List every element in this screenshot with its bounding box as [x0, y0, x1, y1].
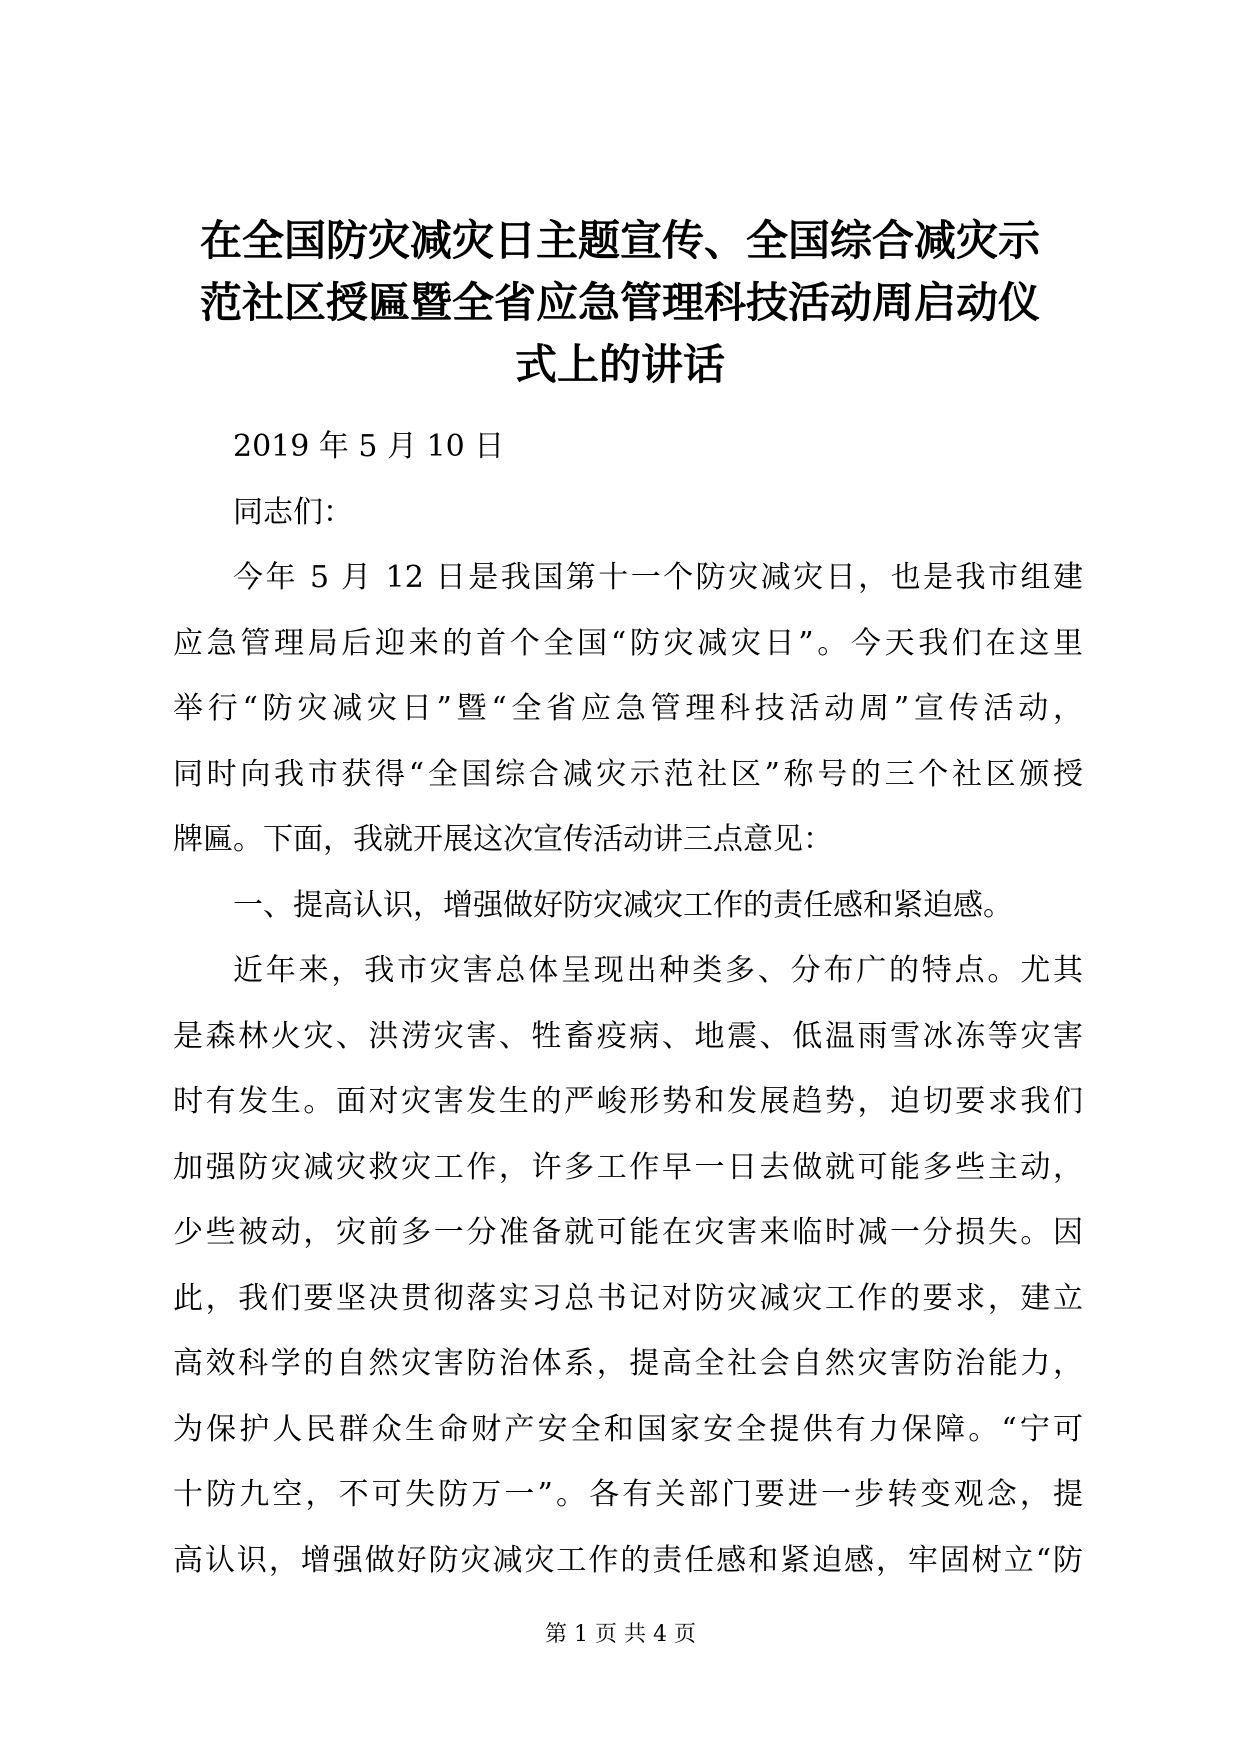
paragraph-intro [173, 545, 1083, 873]
text-line: 今年 5 月 12 日是我国第十一个防灾减灾日，也是我市组建 [233, 560, 1083, 595]
section-heading-1 [173, 873, 1083, 939]
text-line: 牌匾。下面，我就开展这次宣传活动讲三点意见： [173, 822, 833, 857]
text-line: 是森林火灾、洪涝灾害、牲畜疫病、地震、低温雨雪冰冻等灾害 [173, 1018, 1083, 1054]
document-title [150, 210, 1090, 396]
speech-date: 2019 年 5 月 10 日 [233, 429, 505, 464]
text-line: 此，我们要坚决贯彻落实习总书记对防灾减灾工作的要求，建立 [173, 1280, 1083, 1316]
text-line: 为保护人民群众生命财产安全和国家安全提供有力保障。“宁可 [173, 1411, 1083, 1447]
paragraph-section-1 [173, 938, 1083, 1593]
text-line: 加强防灾减灾救灾工作，许多工作早一日去做就可能多些主动， [173, 1149, 1083, 1185]
greeting: 同志们： [233, 494, 353, 530]
title-line: 式上的讲话 [514, 340, 725, 389]
text-line: 应急管理局后迎来的首个全国“防灾减灾日”。今天我们在这里 [173, 625, 1083, 661]
text-line: 高认识，增强做好防灾减灾工作的责任感和紧迫感，牢固树立“防 [173, 1542, 1083, 1578]
text-line: 高效科学的自然灾害防治体系，提高全社会自然灾害防治能力， [173, 1346, 1083, 1381]
text-line: 举行“防灾减灾日”暨“全省应急管理科技活动周”宣传活动， [173, 691, 1083, 726]
text-line: 少些被动，灾前多一分准备就可能在灾害来临时减一分损失。因 [173, 1215, 1083, 1250]
title-line: 范社区授匾暨全省应急管理科技活动周启动仪 [199, 278, 1040, 327]
document-body [173, 414, 1083, 1593]
text-line: 同时向我市获得“全国综合减灾示范社区”称号的三个社区颁授 [173, 756, 1083, 792]
page-number-footer: 第 1 页 共 4 页 [545, 1622, 696, 1647]
section-heading-text: 一、提高认识，增强做好防灾减灾工作的责任感和紧迫感。 [233, 887, 1013, 923]
text-line: 近年来，我市灾害总体呈现出种类多、分布广的特点。尤其 [233, 953, 1083, 988]
text-line: 十防九空，不可失防万一”。各有关部门要进一步转变观念，提 [173, 1477, 1083, 1512]
title-line: 在全国防灾减灾日主题宣传、全国综合减灾示 [199, 216, 1040, 265]
text-line: 时有发生。面对灾害发生的严峻形势和发展趋势，迫切要求我们 [173, 1084, 1083, 1119]
